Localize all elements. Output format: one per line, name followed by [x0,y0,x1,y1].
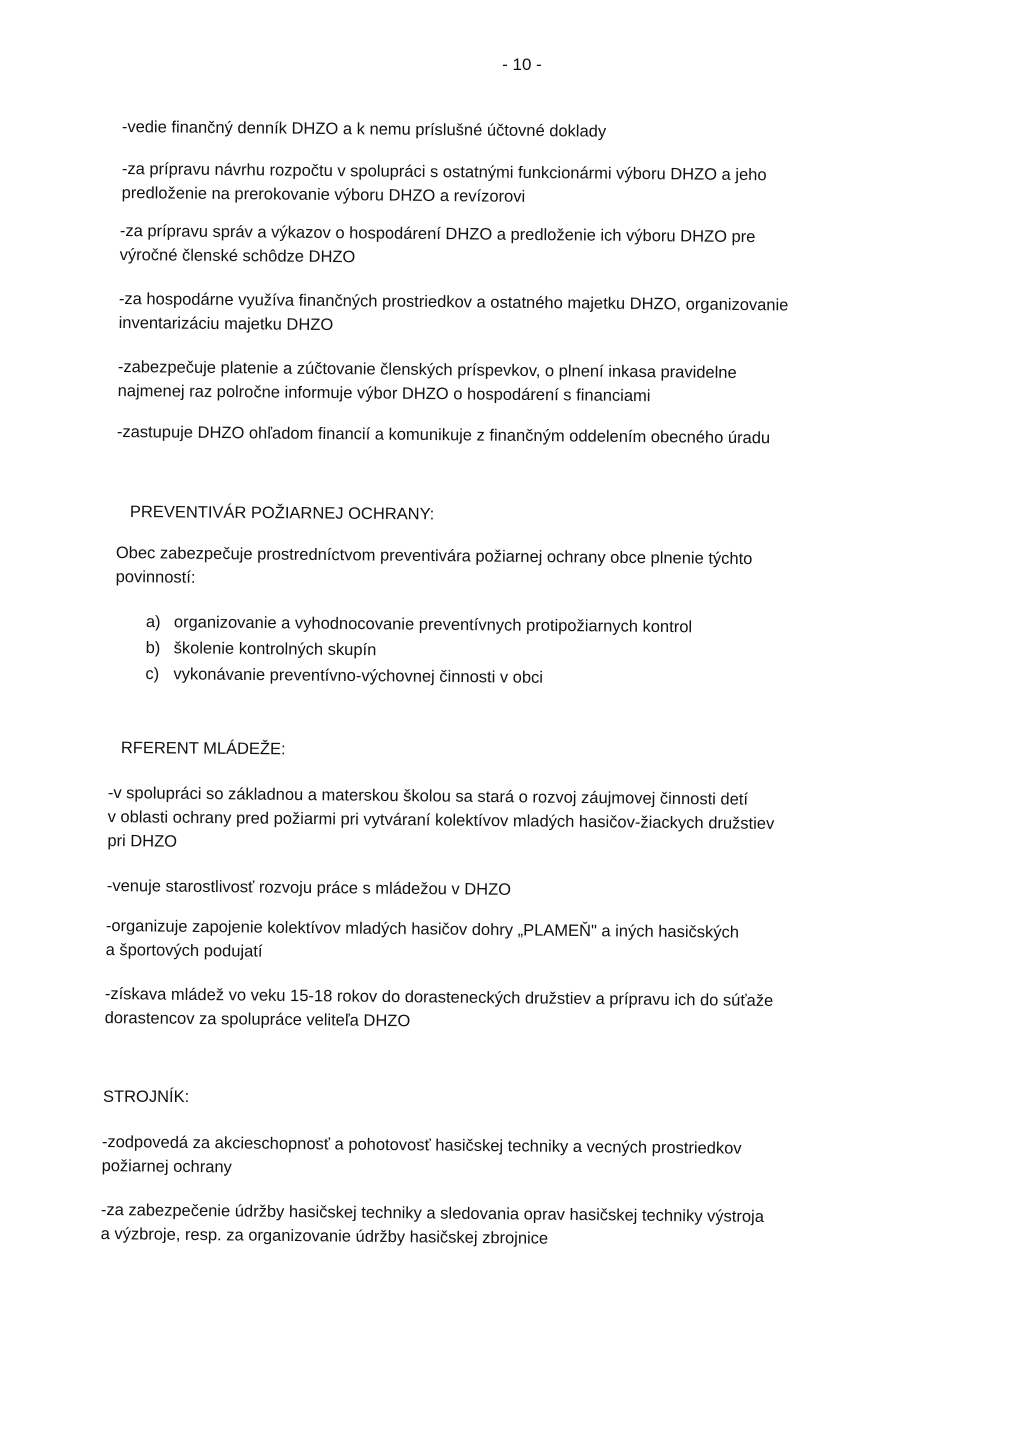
duty-line: -za zabezpečenie údržby hasičskej techniky a sledovania oprav hasičskej techniky výstroja [100,1200,765,1226]
duty-line: -v spolupráci so základnou a materskou školou sa stará o rozvoj záujmovej činnosti detí [107,783,749,809]
referent-duty-1 [107,781,774,860]
duty-line: -vedie finančný denník DHZO a k nemu príslušné účtovné doklady [121,117,607,141]
referent-duty-2 [107,874,511,902]
financial-duty-2 [122,157,767,211]
duty-line: -venuje starostlivosť rozvoju práce s mládežou v DHZO [106,876,512,899]
preventivar-list [145,609,692,692]
duty-line: -zabezpečuje platenie a zúčtovanie členských príspevkov, o plnení inkasa pravidelne [117,357,737,382]
financial-duty-1 [122,115,606,144]
duty-line: -za prípravu správ a výkazov o hospodárení DHZO a predloženie ich výboru DHZO pre [119,221,756,247]
duty-line: v oblasti ochrany pred požiarmi pri vytváraní kolektívov mladých hasičov-žiackych družstiev [107,807,775,833]
duty-line: a výzbroje, resp. za organizovanie údržby hasičskej zbrojnice [100,1224,549,1248]
duty-line: dorastencov za spolupráce veliteľa DHZO [104,1008,411,1031]
duty-line: a športových podujatí [105,940,263,961]
duty-line: najmenej raz polročne informuje výbor DHZO o hospodárení s financiami [117,381,651,406]
section-heading-referent: RFERENT MLÁDEŽE: [120,739,286,759]
duty-line: inventarizáciu majetku DHZO [118,313,334,335]
duty-line: -za prípravu návrhu rozpočtu v spolupráci s ostatnými funkcionármi výboru DHZO a jeho [121,159,767,185]
financial-duty-6 [117,420,770,450]
list-item-text: vykonávanie preventívno-výchovnej činnosti v obci [173,665,544,687]
duty-line: -organizuje zapojenie kolektívov mladých hasičov dohry „PLAMEŇ" a iných hasičských [105,916,740,942]
duty-line: pri DHZO [107,831,178,851]
list-item [145,661,691,692]
list-item-text: školenie kontrolných skupín [173,639,377,660]
financial-duty-3 [120,219,756,273]
duty-line: predloženie na prerokovanie výboru DHZO a revízorovi [121,183,526,206]
referent-duty-4 [104,982,773,1037]
financial-duty-5 [118,355,737,409]
list-item-text: organizovanie a vyhodnocovanie preventívnych protipožiarnych kontrol [173,613,693,637]
duty-line: výročné členské schôdze DHZO [119,245,356,267]
intro-line: Obec zabezpečuje prostredníctvom preventivára požiarnej ochrany obce plnenie týchto [115,543,753,569]
list-marker: a) [145,612,161,632]
duty-line: -zodpovedá za akcieschopnosť a pohotovosť hasičskej techniky a vecných prostriedkov [101,1132,742,1158]
intro-line: povinností: [115,567,196,587]
list-marker: b) [145,638,161,658]
strojnik-duty-2 [100,1198,764,1253]
duty-line: požiarnej ochrany [101,1156,232,1177]
financial-duty-4 [119,287,789,341]
referent-duty-3 [105,914,739,969]
strojnik-duty-1 [101,1130,741,1185]
page-number: - 10 - [502,55,542,74]
duty-line: -zastupuje DHZO ohľadom financií a komunikuje z finančným oddelením obecného úradu [116,422,771,448]
list-marker: c) [145,664,160,684]
preventivar-intro [116,541,753,595]
duty-line: -získava mládež vo veku 15-18 rokov do dorasteneckých družstiev a prípravu ich do súťaže [104,984,774,1010]
section-heading-preventivar: PREVENTIVÁR POŽIARNEJ OCHRANY: [129,503,435,524]
duty-line: -za hospodárne využíva finančných prostriedkov a ostatného majetku DHZO, organizovanie [118,289,789,315]
section-heading-strojnik: STROJNÍK: [103,1088,190,1106]
